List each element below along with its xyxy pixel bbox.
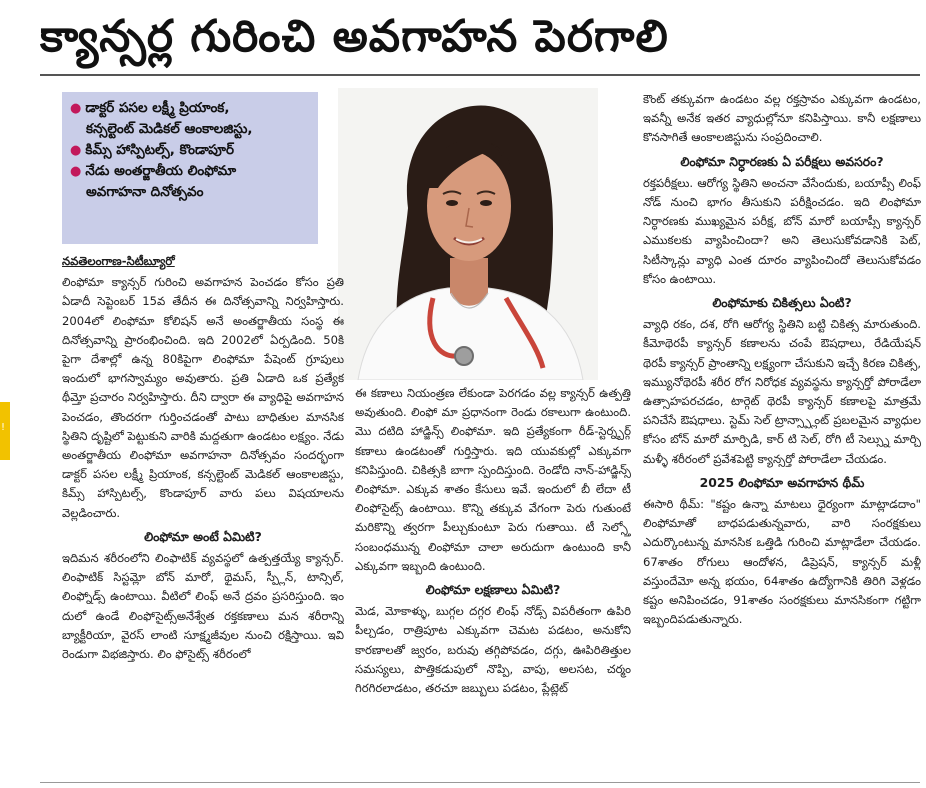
- side-tab-mark: !: [1, 422, 6, 433]
- highlight-line: [70, 98, 312, 119]
- highlight-line: [70, 182, 312, 203]
- highlight-text: డాక్టర్ పసల లక్ష్మీ ప్రియాంక,: [85, 100, 230, 116]
- subheading: లింఫోమా అంటే ఏమిటి?: [144, 528, 262, 544]
- highlight-text: నేడు అంతర్జాతీయ లింఫోమా: [85, 163, 237, 179]
- article-paragraph: కౌంట్ తక్కువగా ఉండటం వల్ల రక్తస్రావం ఎక్కువగా ఉండటం, ఇవన్నీ అనేక ఇతర వ్యాధుల్లోనూ కనిపిస్తాయి. కానీ లక్షణాలు కొనసాగితే ఆంకాలజిస్టును సంప్రదించాలి.: [643, 92, 921, 145]
- headline: క్యాన్సర్ల గురించి అవగాహన పెరగాలి: [40, 11, 669, 62]
- subheading: లింఫోమా లక్షణాలు ఏమిటి?: [425, 582, 561, 598]
- doctor-photo: [338, 88, 598, 380]
- article-paragraph: ఈసారి థీమ్: "కష్టం ఉన్నా మాటలు ధైర్యంగా మాట్లాడదాం" లింఫోమాతో బాధపడుతున్నవారు, వారి సంరక్షకులు ఎదుర్కొంటున్న మానసిక ఒత్తిడి గురించి మాట్లాడేలా చేయడం. 67శాతం రోగులు ఆందోళన, డిప్రెషన్, క్యాన్సర్ మళ్లీ వస్తుందేమో అన్న భయం, 64శాతం ఉద్యోగానికి తిరిగి వెళ్లడం కష్టం అనిపించడం, 91శాతం సంరక్షకులు మానసికంగా గట్టిగా ఇబ్బందిపడుతున్నారు.: [643, 497, 921, 627]
- highlights-box: [62, 92, 318, 244]
- subheading: 2025 లింఫోమా అవగాహన థీమ్: [699, 474, 865, 490]
- bullet-icon: ●: [70, 143, 82, 158]
- highlight-text: అవగాహనా దినోత్సవం: [86, 184, 204, 200]
- byline: నవతెలంగాణ-సిటీబ్యూరో: [62, 254, 175, 268]
- subheading: లింఫోమాకు చికిత్సలు ఏంటి?: [712, 295, 852, 311]
- highlight-line: [70, 140, 312, 161]
- article-paragraph: లింఫోమా క్యాన్సర్ గురించి అవగాహన పెంచడం కోసం ప్రతి ఏడాదీ సెప్టెంబర్ 15వ తేదీన ఈ దినోత్సవాన్ని నిర్వహిస్తారు. 2004లో లింఫోమా కోలిషన్ అనే అంతర్జాతీయ సంస్థ ఈ దినోత్సవాన్ని ప్రారంభించింది. ఇది 2002లో ఏర్పడింది. 50కి పైగా దేశాల్లో ఉన్న 80కిపైగా లింఫోమా పేషెంట్ గ్రూపులు ఇందులో భాగస్వామ్యం అవుతారు. ప్రతి ఏడాది ఒక ప్రత్యేక థీమ్తో ప్రచారం నిర్వహిస్తారు. దీని ద్వారా ఈ వ్యాధిపై అవగాహన పెంచడం, తొందరగా గుర్తించడంతో పాటు బాధితుల మానసిక స్థితిని దృష్టిలో పెట్టుకుని వారికి మద్దతుగా ఉండటం లక్ష్యం. నేడు అంతర్జాతీయ లింఫోమా అవగాహనా దినోత్సవం సందర్భంగా డాక్టర్ పసల లక్ష్మీ ప్రియాంక, కన్సల్టెంట్ మెడికల్ ఆంకాలజిస్టు, కిమ్స్ హాస్పిటల్స్, కొండాపూర్ వారు పలు విషయాలను వెల్లడించారు.: [62, 275, 344, 520]
- highlight-line: [70, 119, 312, 140]
- article-paragraph: ఈ కణాలు నియంత్రణ లేకుండా పెరగడం వల్ల క్యాన్సర్ ఉత్పత్తి అవుతుంది. లింఫో మా ప్రధానంగా రెండు రకాలుగా ఉంటుంది. మొ దటిది హాడ్జిన్స్ లింఫోమా. ఇది ప్రత్యేకంగా రీడ్-స్టెర్న్బర్గ్ కణాలు ఉండటంతో గుర్తిస్తారు. ఇది యువకుల్లో ఎక్కువగా కనిపిస్తుంది. చికిత్సకి బాగా స్పందిస్తుంది. రెండోది నాన్-హాడ్జిన్స్ లింఫోమా. ఎక్కువ శాతం కేసులు ఇవే. ఇందులో బీ లేదా టీ లింఫోసైట్స్ ఉంటాయి. కొన్ని తక్కువ వేగంగా పెరు గుతుంటే మరికొన్ని త్వరగా పీల్చుకుంటూ పెరు గుతాయి. టీ సెల్స్తో సంబంధమున్న లింఫోమా చాలా అరుదుగా ఉంటుంది కానీ ఎక్కువగా ఇబ్బంది ఉంటుంది.: [355, 386, 631, 573]
- article-paragraph: వ్యాధి రకం, దశ, రోగి ఆరోగ్య స్థితిని బట్టి చికిత్స మారుతుంది. కీమోథెరపీ క్యాన్సర్ కణాలను చంపే ఔషధాలు, రేడియేషన్ థెరపీ క్యాన్సర్ ప్రాంతాన్ని లక్ష్యంగా చేసుకుని ఇచ్చే కిరణ చికిత్స, ఇమ్యునోథెరపీ శరీర రోగ నిరోధక వ్యవస్థను క్యాన్సర్తో పోరాడేలా ఉత్సాహపరచడం, టార్గెట్ థెరపీ క్యాన్సర్ కణాలపై మాత్రమే పనిచేసే ఔషధాలు. స్టెమ్ సెల్ ట్రాన్స్ప్లాంట్ ప్రబలమైన వ్యాధుల కోసం బోన్ మారో మార్పిడి, కార్ టి సెల్, రోగి టీ సెల్స్ను మార్చి మళ్ళీ శరీరంలో ప్రవేశపెట్టి క్యాన్సర్తో పోరాడేలా చేయడం.: [643, 317, 921, 466]
- highlight-text: కిమ్స్ హాస్పిటల్స్, కొండాపూర్: [85, 142, 234, 158]
- bottom-rule: [40, 782, 920, 783]
- article-paragraph: ఇదిమన శరీరంలోని లింఫాటిక్ వ్యవస్థలో ఉత్పత్తయ్యే క్యాన్సర్. లింఫాటిక్ సిస్టమ్లో బోన్ మారో, థైమస్, స్ప్లీన్, టాన్సిల్, లింఫ్నోడ్స్ ఉంటాయి. వీటిలో లింఫ్ అనే ద్రవం ప్రసరిస్తుంది. ఇం దులో ఉండే లింఫోసైట్స్అనేశ్వేత రక్తకణాలు మన శరీరాన్ని బ్యాక్టీరియా, వైరస్ లాంటి సూక్ష్మజీవుల నుంచి రక్షిస్తాయి. ఇవి రెండుగా విభజిస్తారు. లిం ఫోసైట్స్ శరీరంలో: [62, 551, 344, 662]
- article-column-1: [62, 252, 344, 777]
- article-column-2: [355, 384, 631, 779]
- bullet-icon: ●: [70, 101, 82, 116]
- article-column-3: [643, 90, 921, 780]
- highlight-text: కన్సల్టెంట్ మెడికల్ ఆంకాలజిస్టు,: [86, 121, 253, 137]
- side-tab: [0, 402, 10, 460]
- article-paragraph: రక్తపరీక్షలు. ఆరోగ్య స్థితిని అంచనా వేసేందుకు, బయాప్సీ లింఫ్ నోడ్ నుంచి భాగం తీసుకుని పరీక్షించడం. ఇది లింఫోమా నిర్ధారణకు ముఖ్యమైన పరీక్ష, బోన్ మారో బయాప్సీ క్యాన్సర్ ఎముకలకు వ్యాపించిందా? అని తెలుసుకోవడానికి పెట్, సిటీస్కాన్లు వ్యాధి ఎంత దూరం వ్యాపించిందో తెలుసుకోవడం కోసం ఉంటాయి.: [643, 175, 921, 286]
- headline-rule: [40, 74, 920, 76]
- bullet-icon: ●: [70, 164, 82, 179]
- article-paragraph: మెడ, మోకాళ్ళు, బుగ్గల దగ్గర లింఫ్ నోడ్స్ విపరీతంగా ఉపిరి పీల్చడం, రాత్రిపూట ఎక్కువగా చెమట పడటం, అనుకోని కారణాలతో జ్వరం, బరువు తగ్గిపోవడం, దగ్గు, ఊపిరితిత్తుల సమస్యలు, పొత్తికడుపులో నొప్పి, వాపు, అలసట, చర్మం గిరగిరలాడటం, తరచూ జబ్బులు పడటం, ప్లేట్లెట్: [355, 604, 631, 696]
- highlight-line: [70, 161, 312, 182]
- subheading: లింఫోమా నిర్ధారణకు ఏ పరీక్షలు అవసరం?: [680, 153, 884, 169]
